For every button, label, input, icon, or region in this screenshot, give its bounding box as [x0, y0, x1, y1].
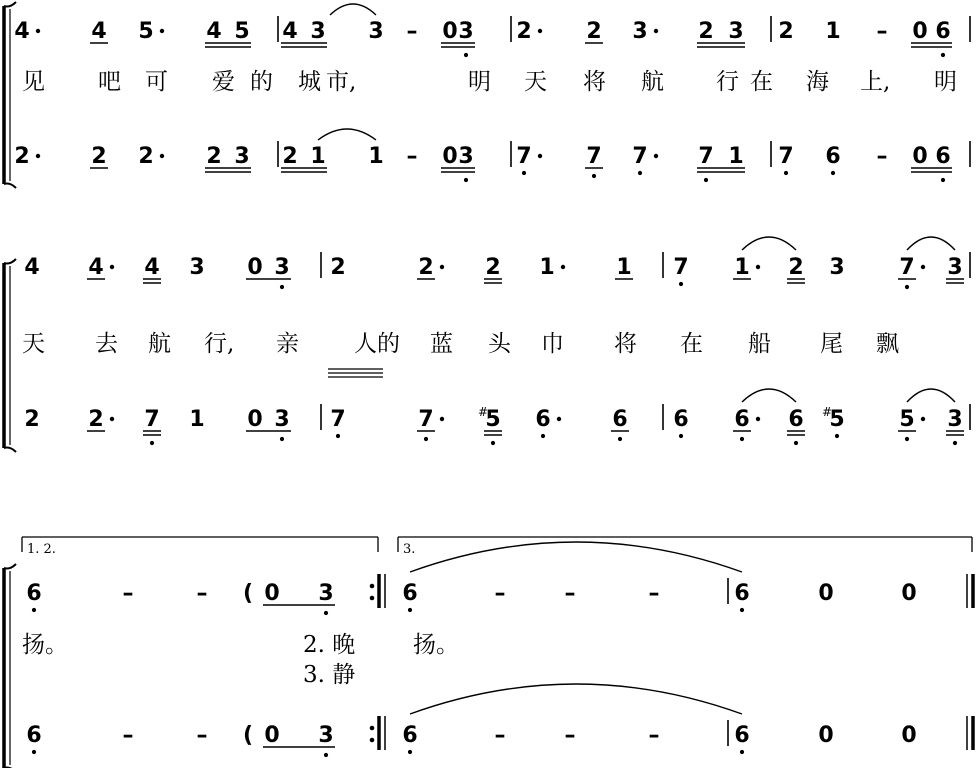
lyric-word: 明 — [468, 69, 491, 95]
duration-dot — [160, 154, 164, 158]
low-octave-dot — [32, 608, 36, 612]
note-digit: 3 — [368, 19, 384, 44]
row-3-top-notes — [26, 574, 973, 615]
note-digit: 2 — [516, 19, 532, 44]
note-digit: 6 — [825, 144, 841, 169]
duration-dot — [110, 417, 114, 421]
note-digit: 0 — [818, 581, 834, 606]
lyric-word: 行 — [716, 69, 739, 95]
row-2-top-notes — [24, 252, 970, 289]
sustain-dash: – — [406, 19, 418, 44]
note-digit: 3 — [318, 581, 334, 606]
note-digit: 0 — [901, 581, 917, 606]
lyric-word: 爱 — [212, 69, 235, 95]
tie-row1-top — [330, 4, 376, 15]
row-1-bottom-notes — [14, 141, 970, 182]
note-digit: 0 — [264, 581, 280, 606]
note-digit: 4 — [14, 19, 30, 44]
low-octave-dot — [704, 178, 708, 182]
repeat-dot — [370, 596, 375, 601]
note-digit: 1 — [189, 407, 205, 432]
sustain-dash: – — [406, 144, 418, 169]
duration-dot — [538, 154, 542, 158]
volta-label-1-2: 1. 2. — [27, 542, 56, 557]
lyric-word: 2. 晚 — [303, 632, 356, 658]
note-digit: 3 — [458, 144, 474, 169]
note-digit: 1 — [825, 19, 841, 44]
low-octave-dot — [522, 171, 526, 175]
low-octave-dot — [280, 285, 284, 289]
note-digit: 3 — [632, 19, 648, 44]
lyric-word: 扬。 — [413, 632, 459, 658]
lyric-word: 吧 — [98, 69, 121, 95]
note-digit: 0 — [247, 407, 263, 432]
lyric-word: 3. 静 — [303, 662, 356, 688]
sharp-sign: # — [821, 405, 833, 419]
paren: ( — [242, 723, 254, 748]
lyric-word: 亲 — [276, 331, 299, 357]
low-octave-dot — [408, 750, 412, 754]
row-1-lyrics — [22, 69, 957, 95]
lyric-word: 可 — [145, 69, 168, 95]
lyric-word: 在 — [750, 69, 773, 95]
note-digit: 0 — [818, 723, 834, 748]
slur-row3-top — [410, 542, 742, 572]
note-digit: 1 — [734, 255, 750, 280]
low-octave-dot — [740, 437, 744, 441]
duration-dot — [36, 154, 40, 158]
note-digit: 7 — [632, 144, 648, 169]
sustain-dash: – — [564, 723, 576, 748]
lyric-word: 船 — [748, 331, 771, 357]
sustain-dash: – — [564, 581, 576, 606]
note-digit: 3 — [189, 255, 205, 280]
slur-row2-top-a — [742, 237, 796, 250]
sustain-dash: – — [494, 581, 506, 606]
lyric-word: 上, — [860, 69, 891, 95]
note-digit: 5 — [829, 407, 845, 432]
note-digit: 0 — [901, 723, 917, 748]
slur-row2-top-b — [907, 237, 955, 250]
bracket-hook — [4, 448, 16, 453]
note-digit: 7 — [330, 407, 346, 432]
slur-row2-bottom-a — [742, 389, 796, 402]
lyric-word: 见 — [22, 69, 45, 95]
repeat-dot — [370, 726, 375, 731]
low-octave-dot — [324, 753, 328, 757]
volta-brackets — [22, 537, 972, 557]
lyric-word: 天 — [524, 69, 547, 95]
bracket-hook — [4, 2, 16, 7]
row-2-brace — [4, 259, 16, 452]
lyric-word: 将 — [614, 331, 637, 357]
low-octave-dot — [831, 171, 835, 175]
note-digit: 6 — [734, 407, 750, 432]
note-digit: 6 — [734, 723, 750, 748]
note-digit: 4 — [91, 19, 107, 44]
note-digit: 1 — [728, 144, 744, 169]
note-digit: 1 — [310, 144, 326, 169]
note-digit: 2 — [788, 255, 804, 280]
sharp-sign: # — [477, 405, 489, 419]
note-digit: 1 — [616, 255, 632, 280]
note-digit: 4 — [206, 19, 222, 44]
low-octave-dot — [491, 441, 495, 445]
duration-dot — [654, 29, 658, 33]
repeat-dot — [370, 738, 375, 743]
note-digit: 6 — [673, 407, 689, 432]
low-octave-dot — [280, 437, 284, 441]
note-digit: 5 — [485, 407, 501, 432]
note-digit: 0 — [247, 255, 263, 280]
lyric-word: 在 — [680, 331, 703, 357]
volta-label-3: 3. — [403, 542, 416, 557]
note-digit: 6 — [935, 19, 951, 44]
sustain-dash: – — [876, 144, 888, 169]
slur-row3-bottom — [410, 684, 742, 714]
note-digit: 4 — [24, 255, 40, 280]
note-digit: 2 — [91, 144, 107, 169]
duration-dot — [538, 29, 542, 33]
sustain-dash: – — [648, 723, 660, 748]
low-octave-dot — [592, 174, 596, 178]
lyric-word: 行, — [204, 331, 235, 357]
low-octave-dot — [464, 178, 468, 182]
paren: ( — [242, 581, 254, 606]
bracket-hook — [4, 564, 16, 569]
lyric-word: 蓝 — [430, 331, 453, 357]
note-digit: 7 — [698, 144, 714, 169]
note-digit: 7 — [516, 144, 532, 169]
lyric-word: 明 — [934, 69, 957, 95]
note-digit: 5 — [138, 19, 154, 44]
low-octave-dot — [835, 434, 839, 438]
low-octave-dot — [638, 171, 642, 175]
note-digit: 3 — [274, 255, 290, 280]
lyric-word: 海 — [806, 69, 829, 95]
slur-row2-bottom-b — [907, 389, 955, 402]
note-digit: 4 — [144, 255, 160, 280]
lyric-word: 航 — [641, 69, 664, 95]
note-digit: 2 — [282, 144, 298, 169]
note-digit: 6 — [402, 581, 418, 606]
note-digit: 7 — [673, 255, 689, 280]
lyric-word: 去 — [95, 331, 118, 357]
note-digit: 6 — [535, 407, 551, 432]
note-digit: 5 — [899, 407, 915, 432]
note-digit: 3 — [728, 19, 744, 44]
note-digit: 3 — [458, 19, 474, 44]
note-digit: 6 — [612, 407, 628, 432]
duration-dot — [921, 417, 925, 421]
note-digit: 0 — [264, 723, 280, 748]
sustain-dash: – — [494, 723, 506, 748]
low-octave-dot — [941, 53, 945, 57]
low-octave-dot — [679, 434, 683, 438]
duration-dot — [110, 265, 114, 269]
duration-dot — [756, 417, 760, 421]
low-octave-dot — [794, 441, 798, 445]
duration-dot — [557, 417, 561, 421]
note-digit: 3 — [947, 407, 963, 432]
lyric-word: 将 — [583, 69, 606, 95]
lyric-word: 市, — [326, 69, 357, 95]
note-digit: 2 — [24, 407, 40, 432]
row-1-top-notes — [14, 16, 970, 57]
note-digit: 2 — [88, 407, 104, 432]
row-3-brace — [4, 564, 16, 768]
note-digit: 0 — [442, 144, 458, 169]
lyric-word: 扬。 — [22, 632, 68, 658]
lyric-word: 飘 — [876, 331, 899, 357]
note-digit: 3 — [310, 19, 326, 44]
note-digit: 7 — [778, 144, 794, 169]
sustain-dash: – — [122, 581, 134, 606]
lyric-word: 巾 — [541, 331, 564, 357]
duration-dot — [440, 417, 444, 421]
note-digit: 2 — [698, 19, 714, 44]
note-digit: 5 — [234, 19, 250, 44]
note-digit: 1 — [368, 144, 384, 169]
lyric-word: 航 — [148, 331, 171, 357]
tie-row1-bottom — [318, 129, 376, 140]
low-octave-dot — [464, 53, 468, 57]
note-digit: 2 — [14, 144, 30, 169]
low-octave-dot — [408, 608, 412, 612]
note-digit: 6 — [734, 581, 750, 606]
low-octave-dot — [424, 437, 428, 441]
bracket-hook — [4, 259, 16, 264]
note-digit: 7 — [586, 144, 602, 169]
duration-dot — [440, 265, 444, 269]
lyric-word: 尾 — [820, 331, 843, 357]
row-3-bottom-notes — [26, 716, 973, 757]
sustain-dash: – — [196, 723, 208, 748]
sustain-dash: – — [876, 19, 888, 44]
low-octave-dot — [953, 441, 957, 445]
lyric-word: 人的 — [354, 331, 400, 357]
row-3-lyrics — [22, 632, 459, 658]
duration-dot — [36, 29, 40, 33]
sustain-dash: – — [196, 581, 208, 606]
note-digit: 3 — [234, 144, 250, 169]
duration-dot — [921, 265, 925, 269]
note-digit: 7 — [144, 407, 160, 432]
note-digit: 2 — [586, 19, 602, 44]
low-octave-dot — [784, 171, 788, 175]
row-2-bottom-notes — [24, 404, 970, 445]
duration-dot — [561, 265, 565, 269]
note-digit: 3 — [829, 255, 845, 280]
low-octave-dot — [740, 750, 744, 754]
row-2-lyrics — [22, 331, 899, 357]
low-octave-dot — [32, 750, 36, 754]
lyric-word: 头 — [488, 331, 511, 357]
duration-dot — [756, 265, 760, 269]
row-3-lyrics2 — [303, 662, 355, 688]
note-digit: 6 — [788, 407, 804, 432]
note-digit: 7 — [899, 255, 915, 280]
note-digit: 0 — [912, 19, 928, 44]
note-digit: 2 — [418, 255, 434, 280]
note-digit: 4 — [282, 19, 298, 44]
low-octave-dot — [679, 282, 683, 286]
note-digit: 3 — [318, 723, 334, 748]
note-digit: 4 — [88, 255, 104, 280]
low-octave-dot — [618, 437, 622, 441]
low-octave-dot — [541, 434, 545, 438]
note-digit: 2 — [138, 144, 154, 169]
note-digit: 6 — [26, 723, 42, 748]
duration-dot — [654, 154, 658, 158]
low-octave-dot — [941, 178, 945, 182]
duration-dot — [160, 29, 164, 33]
low-octave-dot — [905, 285, 909, 289]
note-digit: 2 — [485, 255, 501, 280]
note-digit: 6 — [402, 723, 418, 748]
lyric-word: 城 — [298, 69, 321, 95]
low-octave-dot — [336, 434, 340, 438]
note-digit: 6 — [26, 581, 42, 606]
note-digit: 6 — [935, 144, 951, 169]
low-octave-dot — [905, 437, 909, 441]
note-digit: 0 — [442, 19, 458, 44]
note-digit: 7 — [418, 407, 434, 432]
repeat-dot — [370, 584, 375, 589]
note-digit: 2 — [330, 255, 346, 280]
sustain-dash: – — [122, 723, 134, 748]
low-octave-dot — [740, 608, 744, 612]
note-digit: 3 — [947, 255, 963, 280]
note-digit: 2 — [778, 19, 794, 44]
low-octave-dot — [324, 611, 328, 615]
lyric-word: 的 — [250, 69, 273, 95]
lyric-word: 天 — [22, 331, 45, 357]
bracket-hook — [4, 184, 16, 189]
low-octave-dot — [150, 441, 154, 445]
note-digit: 2 — [206, 144, 222, 169]
sustain-dash: – — [648, 581, 660, 606]
note-digit: 3 — [274, 407, 290, 432]
note-digit: 0 — [912, 144, 928, 169]
note-digit: 1 — [539, 255, 555, 280]
